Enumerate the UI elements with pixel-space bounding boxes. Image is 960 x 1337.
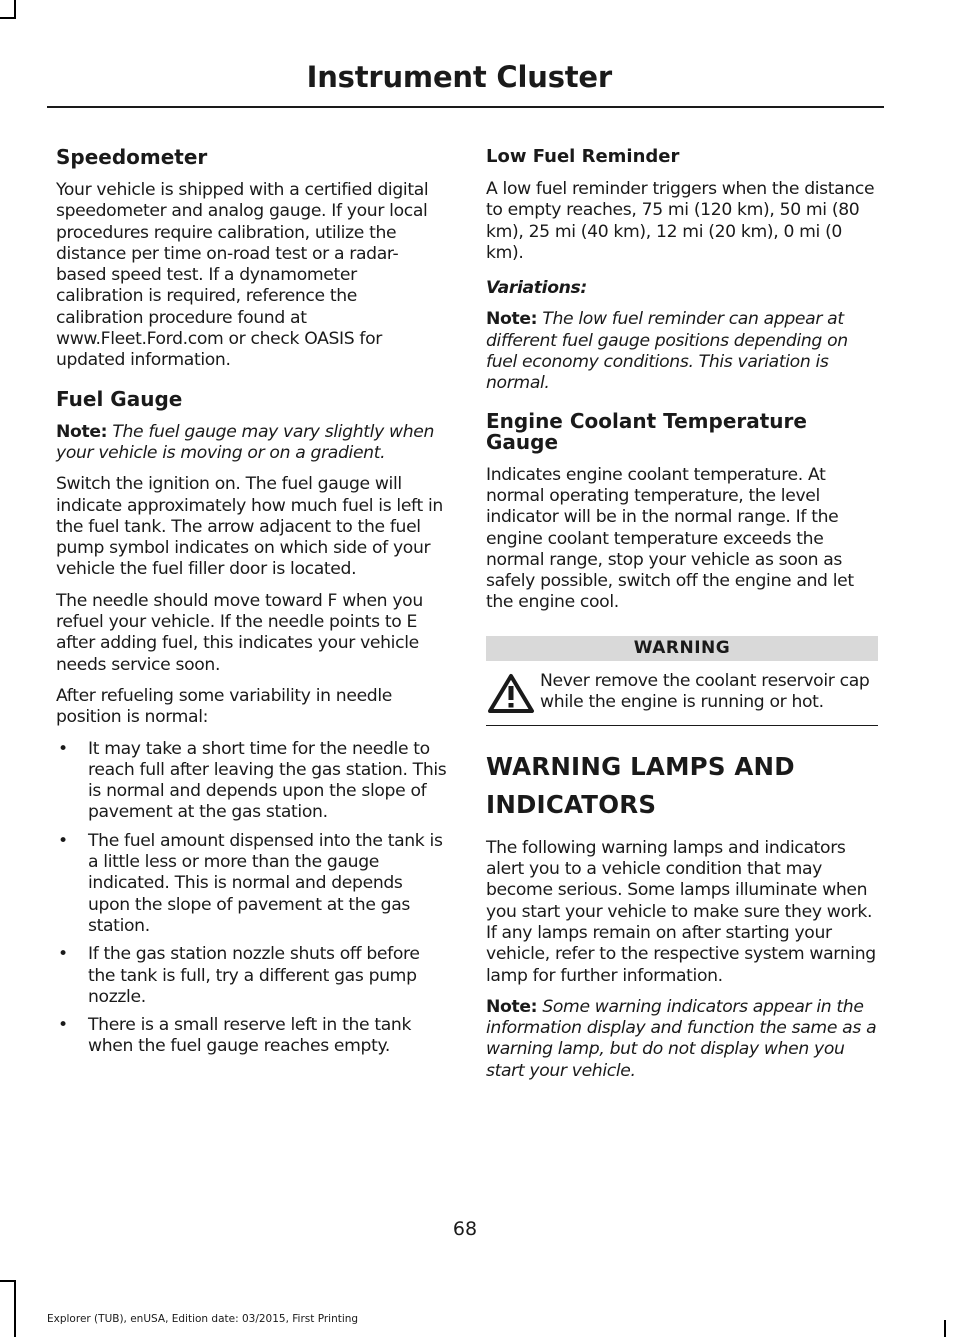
variations-text: Variations: (486, 278, 587, 299)
coolant-heading: Engine Coolant Temperature Gauge (486, 408, 807, 454)
list-item-text: There is a small reserve left in the tank when the fuel gauge reaches empty. (88, 1015, 412, 1057)
coolant-body: Indicates engine coolant temperature. At normal operating temperature, the level indicator will be in the normal range. If the engine coolant temperature exceeds the normal range, stop your vehicle as soon as safely possible, switch off the engine and let the engine cool. (486, 464, 854, 613)
warning-triangle-icon (486, 671, 536, 715)
bullet-glyph: • (58, 738, 68, 759)
list-item-text: The fuel amount dispensed into the tank is a little less or more than the gauge indicated. This is normal and depends upon the slope of pavement at the gas station. (88, 830, 443, 936)
page-number: 68 (452, 1218, 478, 1240)
crop-mark (0, 1280, 16, 1282)
bullet-glyph: • (58, 1015, 68, 1036)
speedometer-heading: Speedometer (56, 145, 208, 169)
speedometer-body: Your vehicle is shipped with a certified digital speedometer and analog gauge. If your local procedures require calibration, utilize the distance per time on-road test or a radar-based speed test. If a dynamometer calibration is required, reference the calibration procedure found at www.Fleet.Ford.com or check OASIS for updated information. (56, 180, 429, 371)
fuel-gauge-bullets (56, 739, 448, 1058)
crop-mark (0, 17, 16, 19)
list-item (56, 739, 448, 824)
fuel-gauge-para-1: Switch the ignition on. The fuel gauge will indicate approximately how much fuel is left in the fuel tank. The arrow adjacent to the fuel pump symbol indicates on which side of your vehicle the fuel filler door is located. (56, 474, 443, 580)
note-label: Note: (486, 996, 538, 1017)
note-text: Some warning indicators appear in the information display and function the same as a warning lamp, but do not display when you start your vehicle. (486, 996, 877, 1081)
list-item (56, 831, 448, 937)
heading-line-1: WARNING LAMPS AND (486, 751, 795, 781)
warning-lamps-heading (486, 748, 878, 824)
list-item-text: If the gas station nozzle shuts off before the tank is full, try a different gas pump nozzle. (88, 944, 420, 1007)
fuel-gauge-note (56, 422, 448, 465)
note-label: Note: (486, 309, 538, 330)
list-item-text: It may take a short time for the needle to reach full after leaving the gas station. This is normal and depends upon the slope of pavement at the gas station. (88, 738, 447, 823)
fuel-gauge-para-2: The needle should move toward F when you refuel your vehicle. If the needle points to E after adding fuel, this indicates your vehicle needs service soon. (56, 590, 423, 675)
page-title: Instrument Cluster (306, 60, 612, 94)
warning-lamps-note (486, 997, 878, 1082)
note-label: Note: (56, 421, 108, 442)
list-item (56, 1015, 448, 1058)
bullet-glyph: • (58, 944, 68, 965)
crop-mark (944, 1320, 946, 1337)
header-divider (47, 106, 884, 108)
heading-line-2: INDICATORS (486, 789, 657, 819)
crop-mark (14, 0, 16, 18)
warning-lamps-body: The following warning lamps and indicators alert you to a vehicle condition that may become serious. Some lamps illuminate when you start your vehicle to make sure they work. If any lamps remain on after starting your vehicle, refer to the respective system warning lamp for further information. (486, 837, 876, 986)
footer-edition: Explorer (TUB), enUSA, Edition date: 03/2015, First Printing (47, 1313, 359, 1325)
bullet-glyph: • (58, 830, 68, 851)
fuel-gauge-para-3: After refueling some variability in needle position is normal: (56, 685, 393, 728)
note-text: The low fuel reminder can appear at different fuel gauge positions depending on fuel economy conditions. This variation is normal. (486, 309, 848, 394)
low-fuel-note (486, 309, 878, 394)
warning-text: Never remove the coolant reservoir cap while the engine is running or hot. (540, 670, 870, 713)
low-fuel-body: A low fuel reminder triggers when the distance to empty reaches, 75 mi (120 km), 50 mi (80 km), 25 mi (40 km), 12 mi (20 km), 0 mi (0 km). (486, 179, 875, 263)
warning-header: WARNING (486, 636, 878, 661)
note-text: The fuel gauge may vary slightly when your vehicle is moving or on a gradient. (56, 421, 435, 463)
right-column (486, 146, 878, 1092)
low-fuel-heading: Low Fuel Reminder (486, 146, 680, 167)
crop-mark (14, 1280, 16, 1337)
list-item (56, 944, 448, 1008)
fuel-gauge-heading: Fuel Gauge (56, 386, 183, 411)
warning-box (486, 661, 878, 726)
left-column (56, 146, 448, 1066)
variations-label (486, 278, 878, 299)
